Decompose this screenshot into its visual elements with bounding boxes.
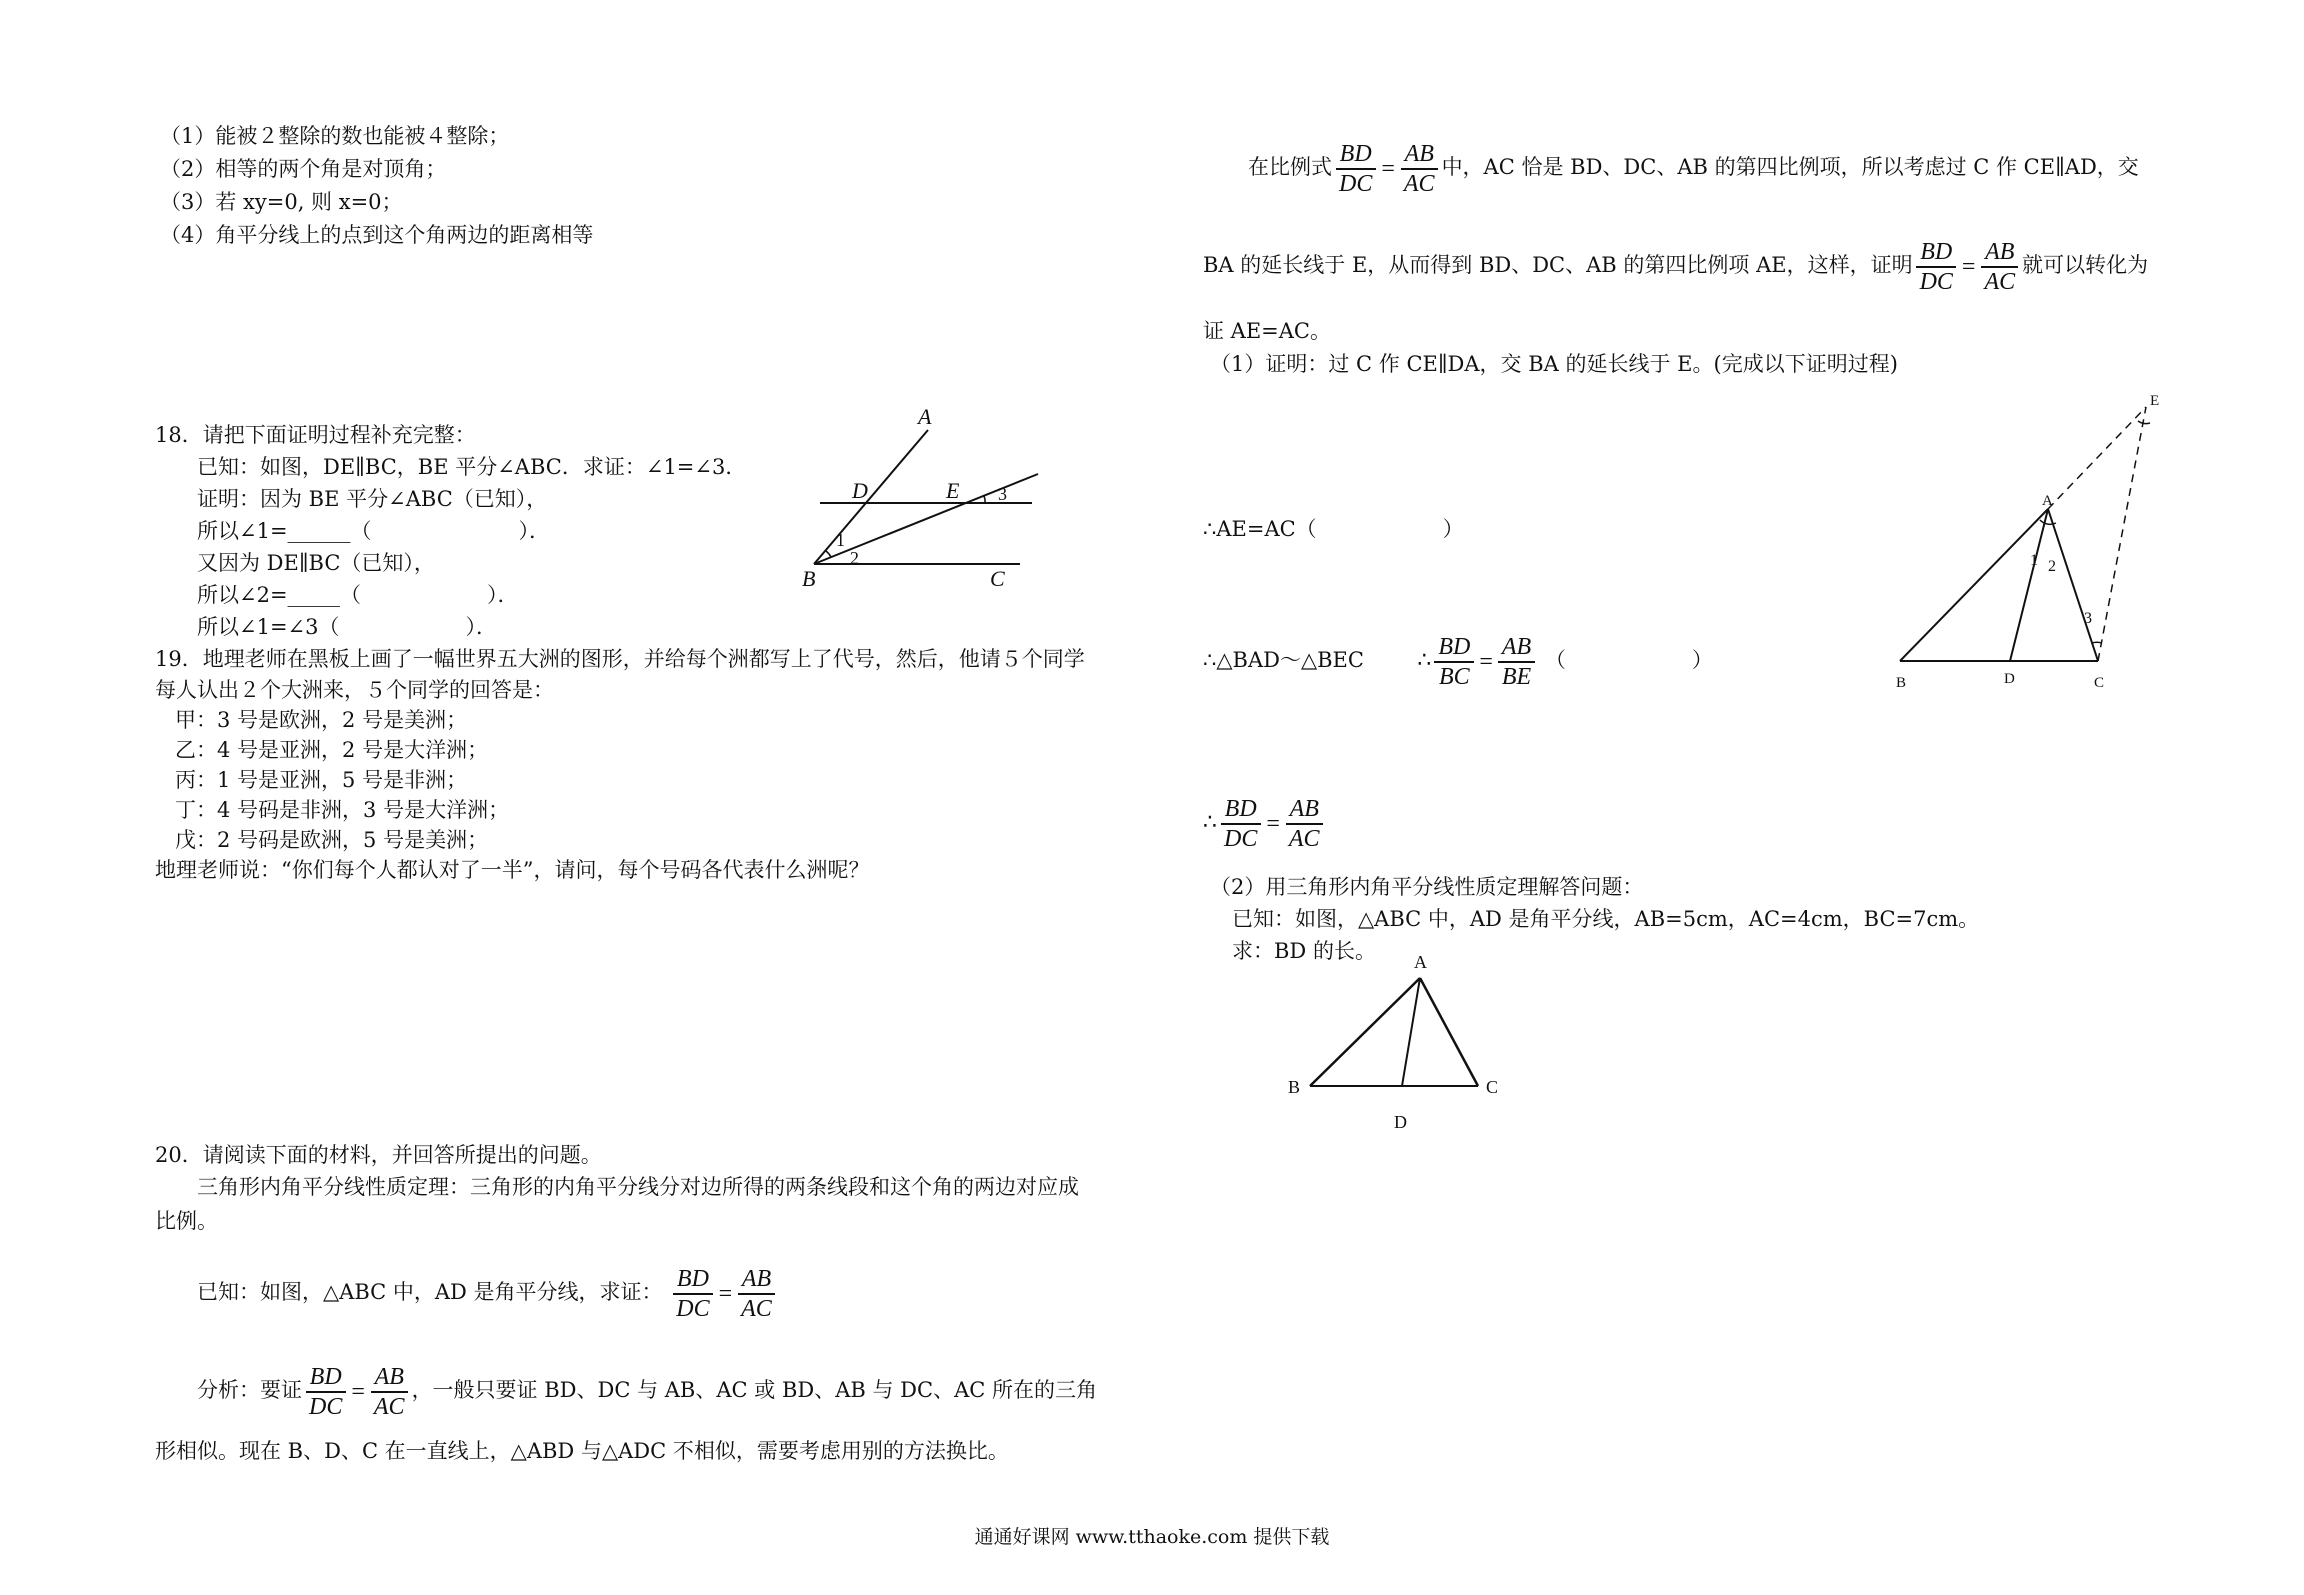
eq-sign: = [1381,155,1395,182]
frac-num: AB [1286,795,1323,825]
q18-title: 18．请把下面证明过程补充完整： [155,423,476,447]
frac-ab-ac [1980,238,2019,296]
frac-den: AC [373,1393,405,1420]
fig1-angle-3: 3 [2084,610,2092,627]
q19-question: 地理老师说：“你们每个人都认对了一半”，请问，每个号码各代表什么洲呢？ [155,858,870,882]
frac-bd-bc [1434,633,1474,691]
fig2-label-B: B [1288,1077,1301,1097]
fig1-angle-1: 1 [2030,552,2038,569]
part2-known: 已知：如图，△ABC 中，AD 是角平分线，AB=5cm，AC=4cm，BC=7cm。 [1232,907,1980,931]
q18-line3: 又因为 DE∥BC（已知）， [197,551,435,575]
fig2-label-A: A [1414,952,1427,972]
right-p1 [1248,135,2139,201]
q20-title: 20．请阅读下面的材料，并回答所提出的问题。 [155,1143,602,1167]
fig2-line-AB [1310,978,1420,1086]
fig1-angle-2: 2 [2048,558,2056,575]
fig18-label-C: C [990,566,1005,591]
fig1-label-E: E [2150,393,2160,409]
q18-figure [780,400,1060,600]
frac-ab-ac [1400,140,1439,198]
frac-den: DC [1224,825,1258,852]
frac-bd-dc [1916,238,1957,296]
frac-bd-dc [1220,795,1261,853]
fig2-label-D: D [1394,1112,1407,1132]
frac-den: DC [1919,268,1953,295]
fig1-line-CE-dashed [2098,407,2146,661]
frac-bd-dc [305,1363,346,1421]
right-similar-line [1203,628,1713,694]
fig18-label-B: B [802,566,816,591]
fig1-label-C: C [2094,675,2105,691]
q20-known-text: 已知：如图，△ABC 中，AD 是角平分线，求证： [197,1280,663,1304]
frac-den: DC [1339,170,1373,197]
right-figure-2 [1270,940,1520,1140]
fig1-line-AD [2010,509,2048,661]
q19-answer-1: 甲：3 号是欧洲，2 号是美洲； [175,708,468,732]
right-p1-b: 中，AC 恰是 BD、DC、AB 的第四比例项，所以考虑过 C 作 CE∥AD，交 [1441,155,2139,179]
therefore-sign: ∴ [1417,648,1432,673]
q18-line4: 所以∠2=_____（ ）． [197,583,519,607]
right-p1-a: 在比例式 [1248,155,1332,179]
right-p3: 证 AE=AC。 [1203,319,1331,343]
frac-bd-dc [672,1265,713,1323]
prop-4: （4）角平分线上的点到这个角两边的距离相等 [160,223,594,247]
frac-num: BD [1916,238,1956,268]
frac-num: BD [306,1363,346,1393]
frac-num: BD [1221,795,1261,825]
q19-answer-2: 乙：4 号是亚洲，2 号是大洋洲； [175,738,489,762]
right-paren: （ ） [1544,648,1713,672]
frac-den: DC [676,1295,710,1322]
fig1-line-BA [1900,509,2048,661]
q20-analysis-a: 分析：要证 [197,1378,302,1402]
q18-known: 已知：如图，DE∥BC，BE 平分∠ABC．求证：∠1=∠3． [197,455,747,479]
frac-num: AB [738,1265,775,1295]
footer-source: 通通好课网 www.tthaoke.com 提供下载 [974,1526,1330,1548]
frac-bd-dc [1335,140,1376,198]
q19-answer-4: 丁：4 号码是非洲，3 号是大洋洲； [175,798,510,822]
q18-line2: 所以∠1=______（ ）． [197,519,551,543]
right-p2-b: 就可以转化为 [2022,253,2149,277]
fig2-line-AC [1420,978,1478,1086]
fig1-line-AC [2048,509,2098,661]
fig18-label-A: A [918,404,932,429]
q18-proof1: 证明：因为 BE 平分∠ABC（已知）， [197,487,548,511]
fig1-arc-C [2092,642,2102,643]
therefore-sign: ∴ [1203,810,1217,835]
frac-num: AB [371,1363,408,1393]
frac-num: BD [1336,140,1376,170]
q19-line2: 每人认出２个大洲来，５个同学的回答是： [155,678,554,702]
q19-answer-3: 丙：1 号是亚洲，5 号是非洲； [175,768,468,792]
right-p2 [1203,233,2148,299]
right-figure-1 [1860,385,2180,695]
eq-sign: = [1961,253,1976,280]
eq-sign: = [351,1378,365,1405]
q20-theorem-2: 比例。 [155,1209,218,1233]
frac-den: AC [1288,825,1320,852]
prop-3: （3）若 xy=0, 则 x=0； [160,190,403,214]
frac-den: DC [309,1393,343,1420]
fig18-angle-2: 2 [850,548,859,568]
frac-den: AC [1403,170,1435,197]
right-p2-a: BA 的延长线于 E，从而得到 BD、DC、AB 的第四比例项 AE，这样，证明 [1203,253,1913,277]
right-p4: （1）证明：过 C 作 CE∥DA，交 BA 的延长线于 E。(完成以下证明过程) [1210,352,1898,376]
fig2-label-C: C [1486,1077,1499,1097]
right-conclusion [1203,790,1327,856]
fig1-label-A: A [2042,493,2053,509]
fig1-arc-A [2040,520,2056,524]
q20-analysis [197,1358,1097,1424]
part2-title: （2）用三角形内角平分线性质定理解答问题： [1210,875,1644,899]
q19-answer-5: 戊：2 号码是欧洲，5 号是美洲； [175,828,489,852]
frac-ab-be [1498,633,1535,691]
fig1-label-B: B [1896,675,1907,691]
frac-num: AB [1401,140,1438,170]
frac-den: AC [741,1295,772,1322]
q20-analysis-c: 形相似。现在 B、D、C 在一直线上，△ABD 与△ADC 不相似，需要考虑用别的方法换比。 [155,1439,1009,1463]
eq-sign: = [1266,810,1280,837]
q18-line5: 所以∠1=∠3（ ）． [197,615,498,639]
right-similar: ∴△BAD～△BEC [1203,648,1364,672]
frac-den: BC [1438,663,1470,690]
prop-1: （1）能被２整除的数也能被４整除； [160,124,510,148]
fig1-label-D: D [2004,671,2015,687]
fig18-arc-3 [984,496,985,503]
fig18-label-E: E [946,478,960,503]
q20-theorem-1: 三角形内角平分线性质定理：三角形的内角平分线分对边所得的两条线段和这个角的两边对应成 [197,1175,1079,1199]
fig18-label-D: D [852,478,868,503]
frac-num: AB [1981,238,2018,268]
eq-sign: = [718,1280,733,1307]
fig18-line-BA [814,430,928,564]
fig18-angle-3: 3 [998,484,1007,504]
fig1-line-AE-dashed [2048,407,2146,509]
frac-ab-ac [1285,795,1324,853]
fig18-arc-1 [826,551,831,557]
q20-analysis-b: ，一般只要证 BD、DC 与 AB、AC 或 BD、AB 与 DC、AC 所在的三角 [411,1378,1097,1402]
q20-known [197,1260,779,1326]
frac-den: AC [1984,268,2016,295]
frac-num: BD [673,1265,713,1295]
frac-num: BD [1434,633,1474,663]
frac-den: BE [1501,663,1532,690]
frac-ab-ac [737,1265,776,1323]
q19-line1: 19．地理老师在黑板上画了一幅世界五大洲的图形，并给每个洲都写上了代号，然后，他请５个同学 [155,647,1085,671]
frac-num: AB [1498,633,1535,663]
eq-sign: = [1479,648,1493,675]
fig18-angle-1: 1 [836,530,845,550]
frac-ab-ac [370,1363,409,1421]
right-ae-ac: ∴AE=AC（ ） [1203,517,1464,541]
part2-ask: 求：BD 的长。 [1232,939,1376,963]
prop-2: （2）相等的两个角是对顶角； [160,157,447,181]
